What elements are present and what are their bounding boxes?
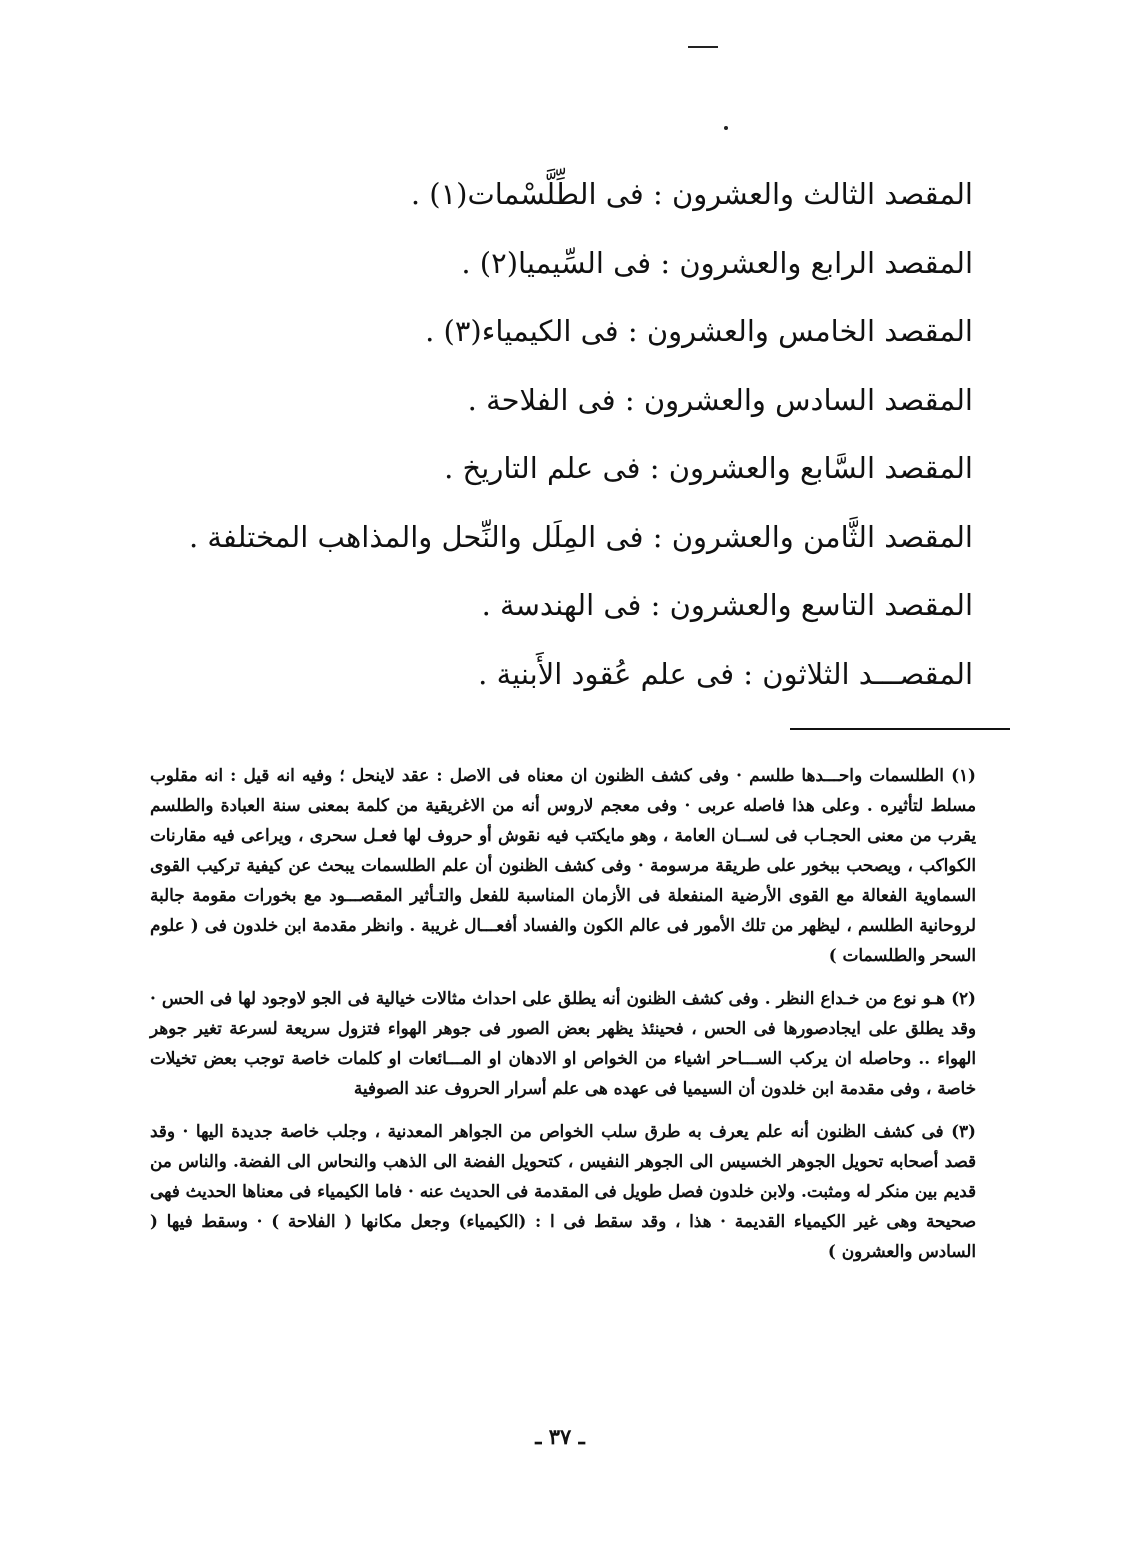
toc-entry: المقصد السادس والعشرون : فى الفلاحة . bbox=[467, 382, 973, 417]
toc-entry: المقصد السَّابع والعشرون : فى علم التاريخ . bbox=[444, 451, 973, 485]
toc-entry: المقصد الرابع والعشرون : فى السِّيميا(٢) . bbox=[461, 245, 973, 280]
toc-list bbox=[188, 160, 973, 708]
dot-mark bbox=[724, 126, 728, 130]
footnote: (١) الطلسمات واحـــدها طلسم · وفى كشف الظنون ان معناه فى الاصل : عقد لاينحل ؛ وفيه انه قيل : انه مقلوب مسلط لتأثيره . وعلى هذا فاصله عربى · وفى معجم لاروس أنه من الاغريقية من كلمة بمعنى سنة العبادة والطلسم يقرب من معنى الحجـاب فى لســان العامة ، وهو مايكتب فيه نقوش أو حروف لها فعـل سحرى ، ويراعى فيه مقارنات الكواكب ، ويصحب ببخور على طريقة مرسومة · وفى كشف الظنون أن علم الطلسمات يبحث عن كيفية تركيب القوى السماوية الفعالة مع القوى الأرضية المنفعلة فى الأزمان المناسبة للفعل والتـأثير المقصـــود مع بخورات مقومة جالبة لروحانية الطلسم ، ليظهر من تلك الأمور فى عالم الكون والفساد أفعـــال غريبة . وانظر مقدمة ابن خلدون فى ( علوم السحر والطلسمات ) bbox=[150, 765, 976, 965]
toc-entry: المقصـــد الثلاثون : فى علم عُقود الأَبنية . bbox=[478, 656, 973, 691]
toc-entry: المقصد الثَّامن والعشرون : فى المِلَل والنِّحل والمذاهب المختلفة . bbox=[188, 519, 973, 554]
top-mark bbox=[688, 46, 718, 48]
footnote: (٢) هـو نوع من خـداع النظر . وفى كشف الظنون أنه يطلق على احداث مثالات خيالية فى الجو لاوجود لها فى الحس · وقد يطلق على ايجادصورها فى الحس ، فحينئذ يظهر بعض الصور فى جوهر الهواء فتزول سريعة لسرعة تغير جوهر الهواء .. وحاصله ان يركب الســـاحر اشياء من الخواص او الادهان او المـــائعات او كلمات خاصة توجب بعض تخيلات خاصة ، وفى مقدمة ابن خلدون أن السيميا فى عهده هى علم أسرار الحروف عند الصوفية bbox=[150, 988, 976, 1098]
footnote-separator bbox=[790, 728, 1010, 730]
footnotes bbox=[150, 760, 976, 1279]
page-number: ـ ٣٧ ـ bbox=[535, 1424, 585, 1449]
toc-entry: المقصد الثالث والعشرون : فى الطِّلَّسْمات(١) . bbox=[410, 177, 973, 211]
toc-entry: المقصد التاسع والعشرون : فى الهندسة . bbox=[481, 588, 973, 622]
toc-entry: المقصد الخامس والعشرون : فى الكيمياء(٣) . bbox=[425, 314, 973, 348]
footnote: (٣) فى كشف الظنون أنه علم يعرف به طرق سلب الخواص من الجواهر المعدنية ، وجلب خاصة جديدة اليها · وقد قصد أصحابه تحويل الجوهر الخسيس الى الجوهر النفيس ، كتحويل الفضة الى الذهب والنحاس الى الفضة. والناس من قديم بين منكر له ومثبت. ولابن خلدون فصل طويل فى المقدمة فى الحديث عنه · فاما الكيمياء فى معناها الحديث فهى صحيحة وهى غير الكيمياء القديمة · هذا ، وقد سقط فى ا : (الكيمياء) وجعل مكانها ( الفلاحة ) · وسقط فيها ( السادس والعشرون ) bbox=[150, 1121, 976, 1261]
